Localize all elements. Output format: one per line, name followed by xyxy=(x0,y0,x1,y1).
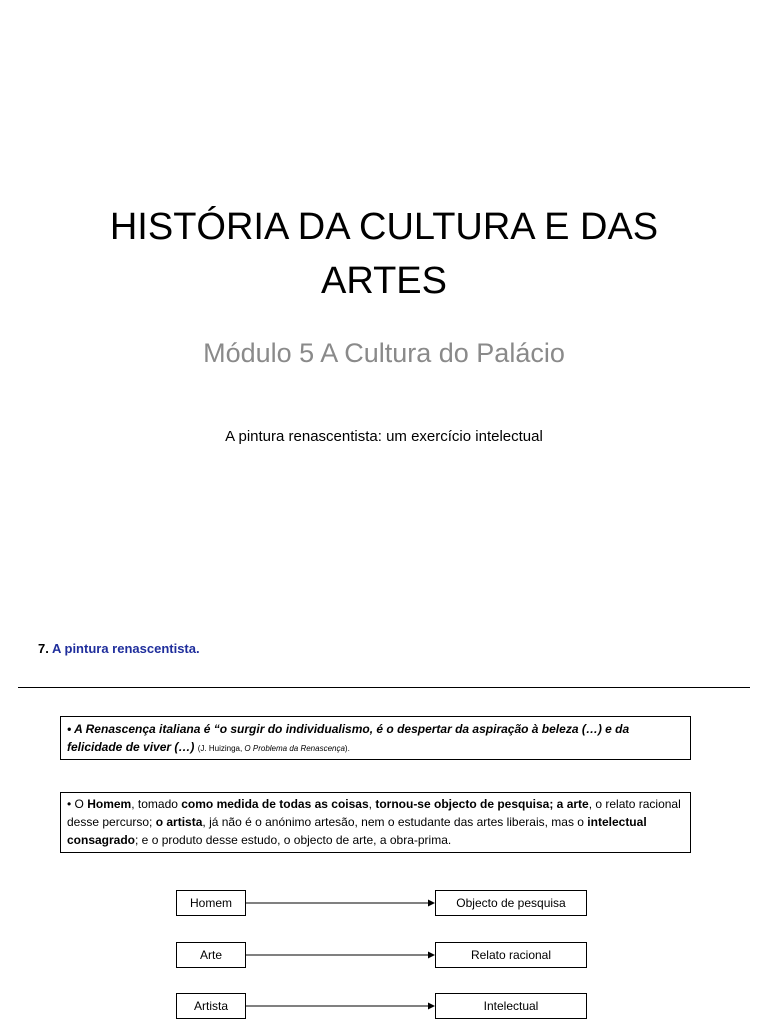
paragraph-bold: tornou-se objecto de pesquisa; a arte xyxy=(375,797,589,811)
diagram-node-intelectual: Intelectual xyxy=(435,993,587,1019)
diagram-node-artista: Artista xyxy=(176,993,246,1019)
paragraph-bold: intelectual consagrado xyxy=(67,815,647,847)
paragraph-bold: Homem xyxy=(87,797,132,811)
quote-text: • A Renascença italiana é “o surgir do individualismo, é o despertar da aspiração à beleza (…) e da felicidade de viver (…) xyxy=(67,722,630,754)
paragraph-text: , o relato racional desse percurso; xyxy=(67,797,681,829)
paragraph-text: , xyxy=(368,797,376,811)
diagram-node-arte: Arte xyxy=(176,942,246,968)
paragraph-text: , já não é o anónimo artesão, nem o estudante das artes liberais, mas o xyxy=(202,815,588,829)
title-line-2: ARTES xyxy=(320,260,447,302)
diagram-node-objecto-de-pesquisa: Objecto de pesquisa xyxy=(435,890,587,916)
citation-author: (J. Huizinga, xyxy=(197,744,245,753)
section-number: 7. xyxy=(38,641,49,656)
citation-end: ). xyxy=(344,744,350,753)
paragraph-bold: como medida de todas as coisas xyxy=(181,797,369,811)
slide-caption: A pintura renascentista: um exercício intelectual xyxy=(225,428,543,445)
citation-work: O Problema da Renascença xyxy=(244,744,345,753)
title-line-1: HISTÓRIA DA CULTURA E DAS xyxy=(109,206,659,248)
diagram-node-homem: Homem xyxy=(176,890,246,916)
diagram-node-relato-racional: Relato racional xyxy=(435,942,587,968)
paragraph-text: ; e o produto desse estudo, o objecto de arte, a obra-prima. xyxy=(135,833,452,847)
slide-subtitle: Módulo 5 A Cultura do Palácio xyxy=(203,338,565,368)
paragraph-bold: o artista xyxy=(155,815,203,829)
paragraph-text: , tomado xyxy=(131,797,182,811)
paragraph-text: • O xyxy=(67,797,88,811)
section-title: A pintura renascentista. xyxy=(51,641,200,656)
